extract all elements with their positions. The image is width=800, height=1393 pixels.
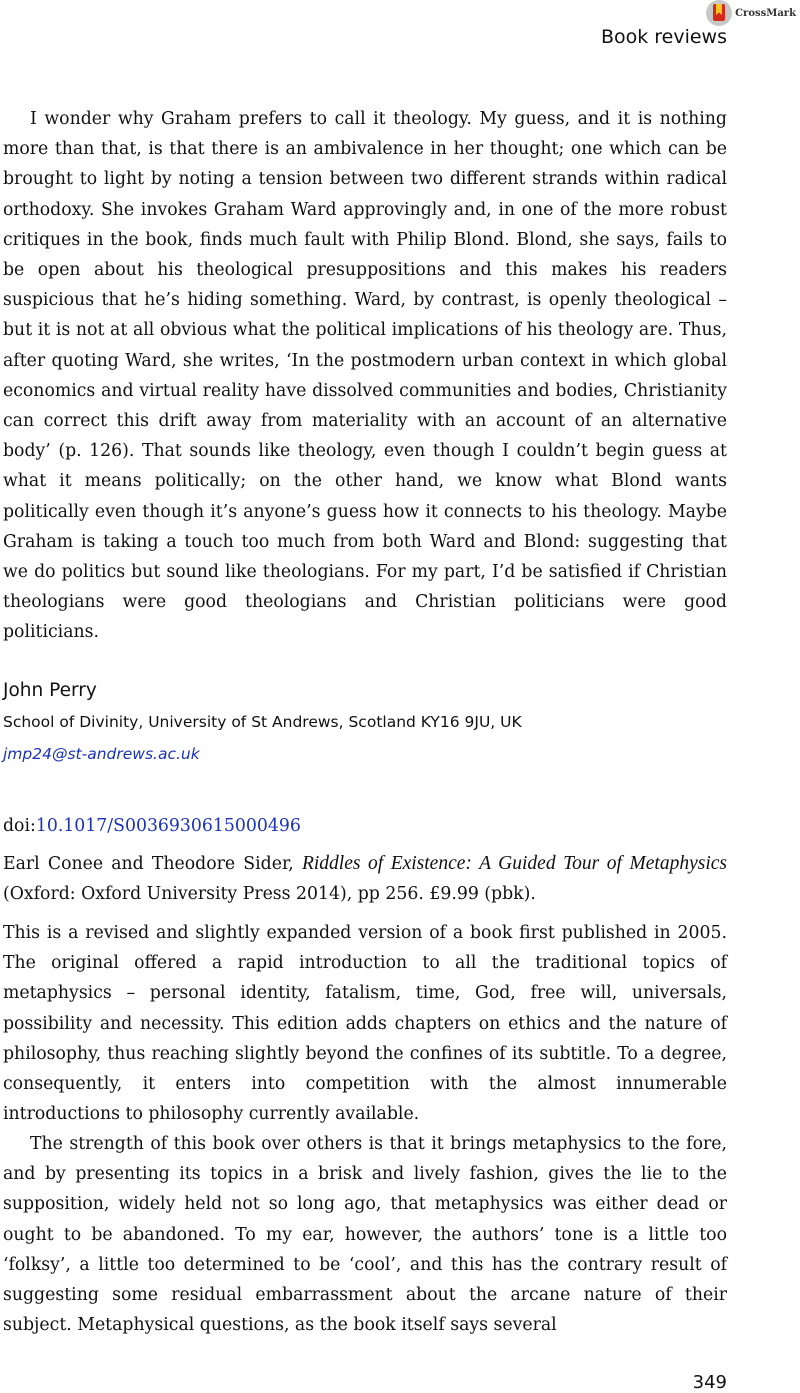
reviewer-name: John Perry — [3, 680, 97, 701]
running-head: Book reviews — [600, 26, 727, 48]
review-paragraph-2: The strength of this book over others is that it brings metaphysics to the fore, and by presenting its topics in a brisk and lively fashion, gives the lie to the supposition, widely held not so long ago, that metaphysics was either dead or ought to be abandoned. To my ear, however, the authors’ tone is a little too ‘folksy’, a little too determined to be ‘cool’, and this has the contrary result of suggesting some residual embarrassment about the arcane nature of their subject. Metaphysical questions, as the book itself says several — [3, 1134, 727, 1336]
reviewer-email-link[interactable]: jmp24@st-andrews.ac.uk — [3, 745, 200, 763]
citation-title: Riddles of Existence: A Guided Tour of Metaphysics — [301, 853, 727, 874]
citation-details: (Oxford: Oxford University Press 2014), pp 256. £9.99 (pbk). — [3, 884, 536, 904]
book-citation — [3, 849, 727, 909]
reviewer-affiliation: School of Divinity, University of St Andrews, Scotland KY16 9JU, UK — [3, 713, 522, 731]
doi-link[interactable]: 10.1017/S0036930615000496 — [35, 816, 301, 836]
crossmark-label: CrossMark — [735, 7, 796, 19]
crossmark-badge[interactable] — [706, 0, 796, 26]
doi-prefix: doi: — [3, 816, 36, 836]
review-closing-paragraph: I wonder why Graham prefers to call it theology. My guess, and it is nothing more than that, is that there is an ambivalence in her thought; one which can be brought to light by noting a tension between two different strands within radical orthodoxy. She invokes Graham Ward approvingly and, in one of the more robust critiques in the book, finds much fault with Philip Blond. Blond, she says, fails to be open about his theological presuppositions and this makes his readers suspicious that he’s hiding something. Ward, by contrast, is openly theological – but it is not at all obvious what the political implications of his theology are. Thus, after quoting Ward, she writes, ‘In the postmodern urban context in which global economics and virtual reality have dissolved communities and bodies, Christianity can correct this drift away from materiality with an account of an alternative body’ (p. 126). That sounds like theology, even though I couldn’t begin guess at what it means politically; on the other hand, we know what Blond wants politically even though it’s anyone’s guess how it connects to his theology. Maybe Graham is taking a touch too much from both Ward and Blond: suggesting that we do politics but sound like theologians. For my part, I’d be satisfied if Christian theologians were good theologians and Christian politicians were good politicians. — [3, 109, 727, 643]
page-number: 349 — [692, 1372, 727, 1393]
citation-authors: Earl Conee and Theodore Sider, — [3, 854, 302, 874]
crossmark-icon — [706, 0, 732, 26]
review-paragraph-1: This is a revised and slightly expanded version of a book first published in 2005. The original offered a rapid introduction to all the traditional topics of metaphysics – personal identity, fatalism, time, God, free will, universals, possibility and necessity. This edition adds chapters on ethics and the nature of philosophy, thus reaching slightly beyond the confines of its subtitle. To a degree, consequently, it enters into competition with the almost innumerable introductions to philosophy currently available. — [3, 923, 727, 1125]
doi-line — [3, 816, 301, 836]
